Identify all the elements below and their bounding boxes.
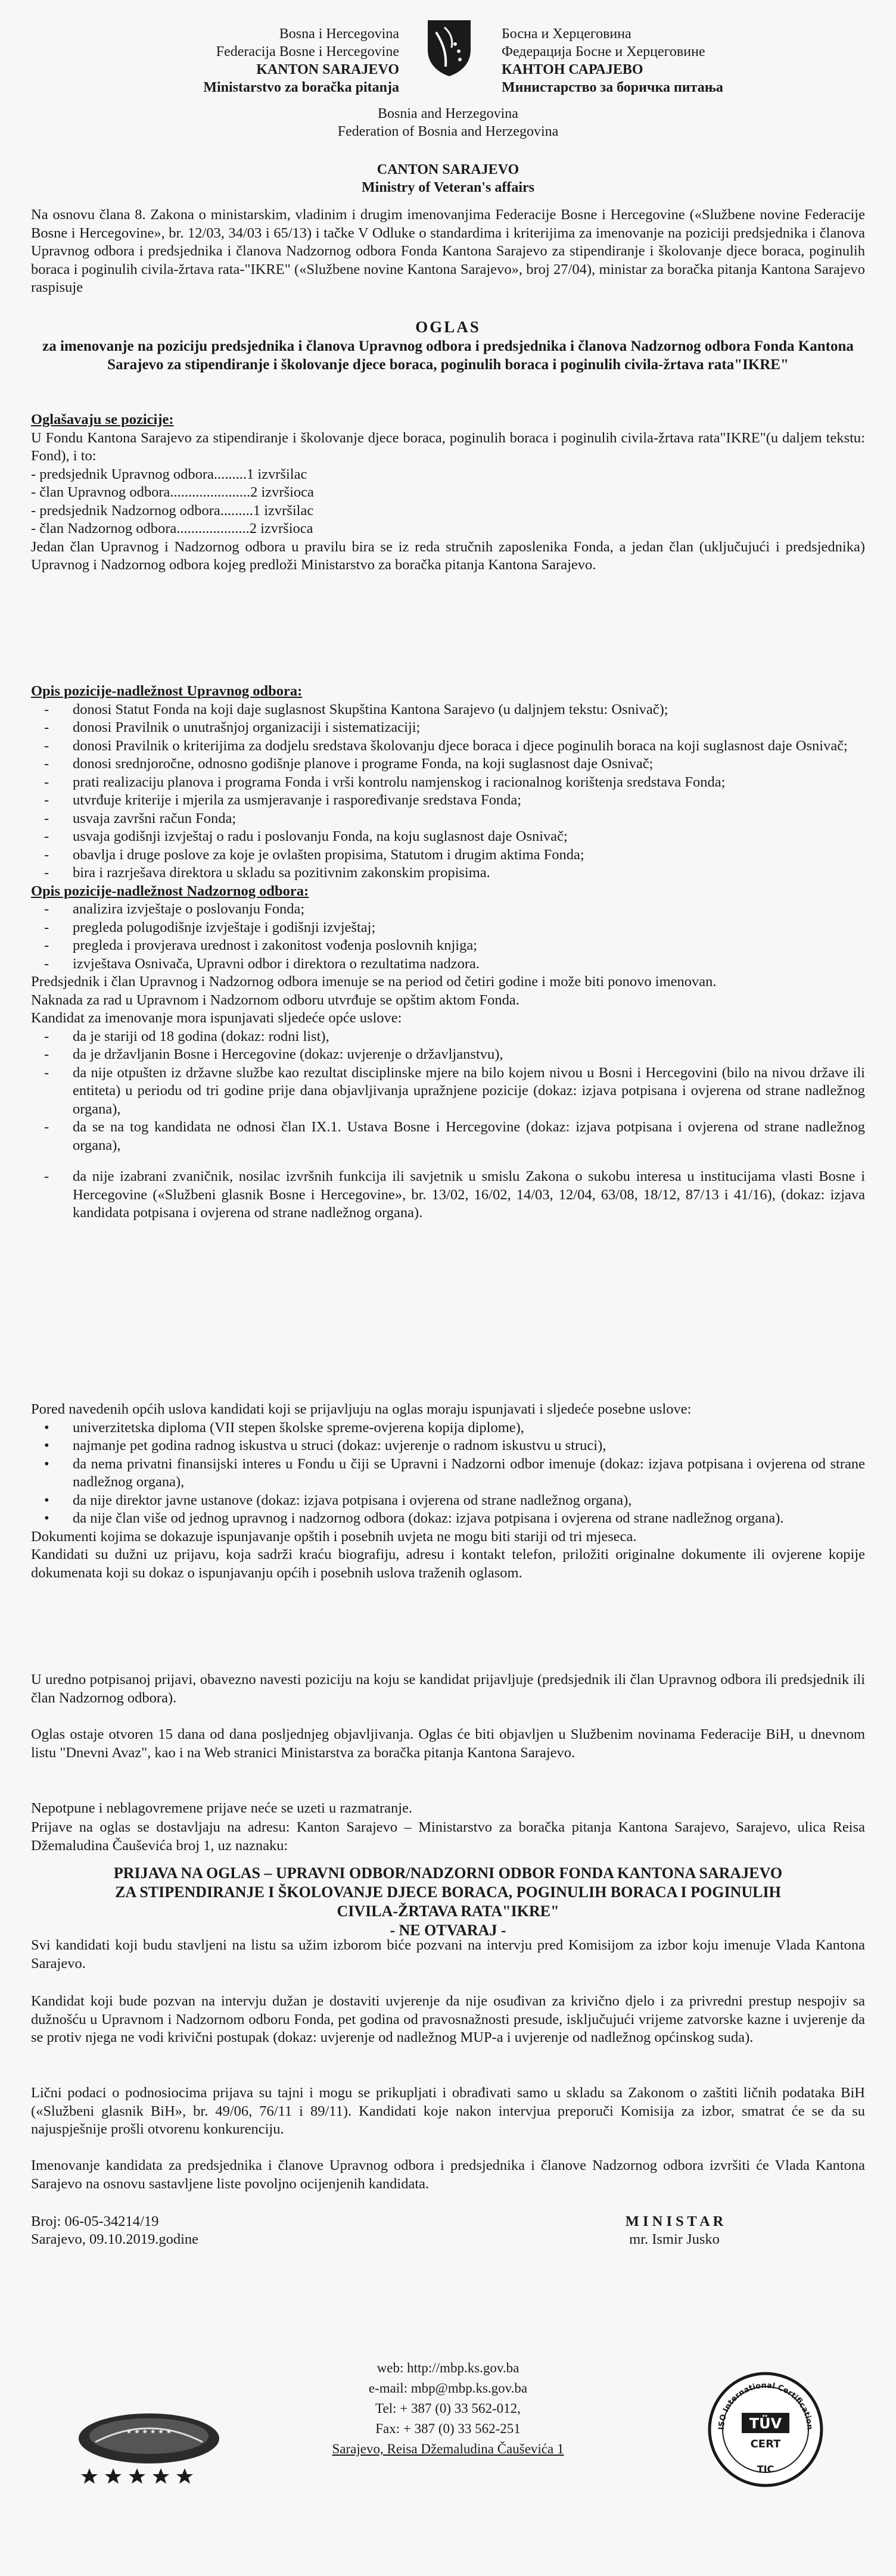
list-item: - usvaja godišnji izvještaj o radu i poslovanju Fonda, na koju suglasnost daje Osnivač; xyxy=(31,828,865,846)
notice-subtitle: za imenovanje na poziciju predsjednika i članova Upravnog odbora i predsjednika i članova Nadzornog odbora Fonda Kantona Sarajevo za stipendiranje i školovanje djece boraca, poginulih boraca i poginulih civila-žrtava rata"IKRE" xyxy=(42,338,854,373)
positions-text: U Fondu Kantona Sarajevo za stipendiranje i školovanje djece boraca, poginulih boraca i poginulih civila-žrtava rata"IKRE"(u daljem tekstu: Fond), i to: xyxy=(31,429,865,464)
header-en-line4: Ministry of Veteran's affairs xyxy=(362,180,534,195)
positions-note: Jedan član Upravnog i Nadzornog odbora u pravilu bira se iz reda stručnih zaposlenika Fonda, a jedan član (uključujući i predsjednika) Upravnog i Nadzornog odbora kojeg predloži Ministarstvo za boračka pitanja Kantona Sarajevo. xyxy=(31,538,865,573)
upravni-heading: Opis pozicije-nadležnost Upravnog odbora: xyxy=(31,683,303,699)
incomplete-paragraph: Nepotpune i neblagovremene prijave neće se uzeti u razmatranje. xyxy=(31,1800,413,1816)
list-item: - pregleda polugodišnje izvještaje i godišnji izvještaj; xyxy=(31,919,865,937)
header-left xyxy=(113,25,399,96)
candidates-text: Kandidati su dužni uz prijavu, koja sadrži kraću biografiju, adresu i kontakt telefon, priložiti originalne dokumente ili ovjerene kopije dokumenata koji su dokaz o ispunjavanju općih i posebnih uslova traženih oglasom. xyxy=(31,1546,865,1581)
document-number: Broj: 06-05-34214/19 xyxy=(31,2213,159,2229)
list-item: - donosi Pravilnik o unutrašnjoj organizaciji i sistematizaciji; xyxy=(31,719,865,737)
header-right-line1: Босна и Херцеговина xyxy=(502,26,631,42)
documents-text: Dokumenti kojima se dokazuje ispunjavanje opštih i posebnih uvjeta ne mogu biti stariji od tri mjeseca. xyxy=(31,1528,637,1545)
header-en-line1: Bosnia and Herzegovina xyxy=(378,106,518,121)
appointment-paragraph: Imenovanje kandidata za predsjednika i članove Upravnog odbora i predsjednika i članove Nadzornog odbora izvršiti će Vlada Kantona Sarajevo na osnovu sastavljene liste povoljno ocijenjenih kandidata. xyxy=(31,2157,865,2192)
list-item: - donosi Statut Fonda na koji daje suglasnost Skupština Kantona Sarajevo (u daljnjem tekstu: Osnivač); xyxy=(31,701,865,719)
upravni-list xyxy=(31,701,865,882)
address-paragraph: Prijave na oglas se dostavljaju na adresu: Kanton Sarajevo – Ministarstvo za boračka pitanja Kantona Sarajevo, Sarajevo, ulica Reisa Džemaludina Čauševića broj 1, uz naznaku: xyxy=(31,1819,865,1854)
positions-section xyxy=(31,411,865,575)
general-conditions-list xyxy=(31,1028,865,1222)
list-item: - pregleda i provjerava urednost i zakonitost vođenja poslovnih knjiga; xyxy=(31,937,865,955)
list-item: - da nije otpušten iz državne službe kao rezultat disciplinske mjere na bilo kojem nivou u Bosni i Hercegovini (bilo na nivou države ili entiteta) u periodu od tri godine prije dana objavljivanja upražnjene pozicije (dokaz: izjava potpisana i ovjerena od strane nadležnog organa), xyxy=(31,1064,865,1119)
position-item: - član Nadzornog odbora....................2 izvršioca xyxy=(31,520,313,537)
list-item: • univerzitetska diploma (VII stepen školske spreme-ovjerena kopija diplome), xyxy=(31,1419,865,1437)
header-right xyxy=(502,25,811,96)
iso-certification-icon xyxy=(706,2370,825,2489)
envelope-line4: - NE OTVARAJ - xyxy=(390,1922,506,1939)
envelope-line3: CIVILA-ŽRTAVA RATA"IKRE" xyxy=(337,1903,559,1920)
position-paragraph: U uredno potpisanoj prijavi, obavezno navesti poziciju na koju se kandidat prijavljuje (predsjednik ili član Upravnog odbora ili predsjednik ili član Nadzornog odbora). xyxy=(31,1671,865,1706)
header-right-line2: Федерација Босне и Херцеговине xyxy=(502,44,705,60)
interview-paragraph: Svi kandidati koji budu stavljeni na listu sa užim izborom biće pozvani na intervju pred Komisijom za izbor koju imenuje Vlada Kantona Sarajevo. xyxy=(31,1937,865,1972)
coat-of-arms-icon xyxy=(424,18,474,77)
header-canton xyxy=(0,161,896,197)
header-left-line3: KANTON SARAJEVO xyxy=(256,62,399,77)
criminal-paragraph: Kandidat koji bude pozvan na intervju dužan je dostaviti uvjerenje da nije osuđivan za krivično djelo i za privredni prestup nespojiv sa dužnošću u Upravnom i Nadzornom odboru Fonda, pet godina od pravosnažnosti presude, isključujući vrijeme zatvorske kazne i uvjerenje da se protiv njega ne vodi krivični postupak (dokaz: uvjerenje od nadležnog MUP-a i uvjerenje od nadležnog općinskog suda). xyxy=(31,1993,865,2045)
nadzorni-list xyxy=(31,900,865,973)
minister-name: mr. Ismir Jusko xyxy=(629,2231,720,2247)
list-item: - da je državljanin Bosne i Hercegovine (dokaz: uvjerenje o državljanstvu), xyxy=(31,1046,865,1064)
header-right-line4: Министарство за боричка питања xyxy=(502,80,723,95)
envelope-line2: ZA STIPENDIRANJE I ŠKOLOVANJE DJECE BORACA, POGINULIH BORACA I POGINULIH xyxy=(115,1883,781,1901)
minister-title: M I N I S T A R xyxy=(625,2213,724,2229)
envelope-line1: PRIJAVA NA OGLAS – UPRAVNI ODBOR/NADZORNI ODBOR FONDA KANTONA SARAJEVO xyxy=(113,1864,783,1882)
position-item: - predsjednik Nadzornog odbora.........1 izvršilac xyxy=(31,502,314,519)
header-english xyxy=(0,105,896,141)
general-conditions-heading: Kandidat za imenovanje mora ispunjavati sljedeće opće uslove: xyxy=(31,1010,402,1026)
list-item: - da nije izabrani zvaničnik, nosilac izvršnih funkcija ili savjetnik u smislu Zakona o sukobu interesa u institucijama vlasti Bosne i Hercegovine («Službeni glasnik Bosne i Hercegovine», br. 13/02, 16/02, 14/03, 12/04, 63/08, 18/12, 87/13 i 41/16), (dokaz: izjava kandidata potpisana i ovjerena od strane nadležnog organa). xyxy=(31,1168,865,1222)
web-link[interactable]: web: http://mbp.ks.gov.ba xyxy=(377,2360,519,2375)
place-date: Sarajevo, 09.10.2019.godine xyxy=(31,2231,199,2247)
list-item: • da nema privatni finansijski interes u Fondu u čiji se Upravni i Nadzorni odbor imenuje (dokaz: izjava potpisana i ovjerena od strane nadležnog organa), xyxy=(31,1455,865,1492)
list-item: - bira i razrješava direktora u skladu sa pozitivnim zakonskim propisima. xyxy=(31,864,865,882)
list-item: - donosi Pravilnik o kriterijima za dodjelu sredstava školovanju djece boraca i djece poginulih boraca na koji suglasnost daje Osnivač; xyxy=(31,737,865,756)
header-en-line2: Federation of Bosnia and Herzegovina xyxy=(337,124,559,139)
header-left-line4: Ministarstvo za boračka pitanja xyxy=(203,80,399,95)
svg-text:ISO International Certificatio: ISO International Certification xyxy=(717,2381,814,2430)
positions-heading: Oglašavaju se pozicije: xyxy=(31,411,174,428)
list-item: - analizira izvještaje o poslovanju Fonda; xyxy=(31,900,865,919)
intro-paragraph: Na osnovu člana 8. Zakona o ministarskim, vladinim i drugim imenovanjima Federacije Bosne i Hercegovine («Službene novine Federacije Bosne i Hercegovine», br. 12/03, 34/03 i 65/13) i tačke V Odluke o standardima i kriterijima za imenovanje na poziciji predsjednika i članova Upravnog odbora i predsjednika i članova Nadzornog odbora Fonda Kantona Sarajevo za stipendiranje i školovanje djece boraca, poginulih boraca i poginulih civila-žrtava rata-"IKRE" («Službene novine Kantona Sarajevo», broj 27/04), ministar za boračka pitanja Kantona Sarajevo raspisuje xyxy=(31,207,865,295)
svg-text:TIC: TIC xyxy=(757,2463,774,2475)
header-left-line2: Federacija Bosne i Hercegovine xyxy=(216,44,399,60)
upravni-section xyxy=(31,682,865,1222)
list-item: - utvrđuje kriterije i mjerila za usmjeravanje i raspoređivanje sredstava Fonda; xyxy=(31,791,865,810)
list-item: - prati realizaciju planova i programa Fonda i vrši kontrolu namjenskog i racionalnog korištenja sredstava Fonda; xyxy=(31,774,865,792)
special-heading: Pored navedenih općih uslova kandidati koji se prijavljuju na oglas moraju ispunjavati i sljedeće posebne uslove: xyxy=(31,1401,692,1417)
position-item: - predsjednik Upravnog odbora.........1 izvršilac xyxy=(31,466,307,482)
svg-text:CERT: CERT xyxy=(750,2438,781,2450)
header-left-line1: Bosna i Hercegovina xyxy=(279,26,399,42)
email-link[interactable]: e-mail: mbp@mbp.ks.gov.ba xyxy=(368,2381,528,2396)
list-item: - da je stariji od 18 godina (dokaz: rodni list), xyxy=(31,1028,865,1046)
list-item: • da nije direktor javne ustanove (dokaz: izjava potpisana i ovjerena od strane nadležnog organa), xyxy=(31,1492,865,1510)
mandate-text: Predsjednik i član Upravnog i Nadzornog odbora imenuje se na period od četiri godine i može biti ponovo imenovan. xyxy=(31,974,717,990)
open-paragraph: Oglas ostaje otvoren 15 dana od dana posljednjeg objavljivanja. Oglas će biti objavljen u Službenim novinama Federacije BiH, u dnevnom listu "Dnevni Avaz", kao i na Web stranici Ministarstva za boračka pitanja Kantona Sarajevo. xyxy=(31,1726,865,1761)
header-en-line3: CANTON SARAJEVO xyxy=(377,162,519,177)
list-item: - donosi srednjoročne, odnosno godišnje planove i programe Fonda, na koji suglasnost daje Osnivač; xyxy=(31,755,865,774)
special-section xyxy=(31,1401,865,1582)
fee-text: Naknada za rad u Upravnom i Nadzornom odboru utvrđuje se opštim aktom Fonda. xyxy=(31,991,519,1008)
envelope-label xyxy=(31,1864,865,1940)
privacy-paragraph: Lični podaci o podnosiocima prijava su tajni i mogu se prikupljati i obrađivati samo u skladu sa Zakonom o zaštiti ličnih podataka BiH («Službeni glasnik BiH», br. 49/06, 76/11 i 89/11). Kandidati koje nakon intervjua preporuči Komisija za izbor, smatrat će se da su najuspješnije prošli otvorenu konkurenciju. xyxy=(31,2085,865,2137)
list-item: - da se na tog kandidata ne odnosi član IX.1. Ustava Bosne i Hercegovine (dokaz: izjava potpisana i ovjerena od strane nadležnog organa), xyxy=(31,1118,865,1155)
svg-text:★ ★ ★ ★ ★ ★: ★ ★ ★ ★ ★ ★ xyxy=(126,2428,172,2435)
list-item: - izvještava Osnivača, Upravni odbor i direktora o rezultatima nadzora. xyxy=(31,955,865,974)
list-item: - obavlja i druge poslove za koje je ovlašten propisima, Statutom i drugim aktima Fonda; xyxy=(31,846,865,865)
notice-title: OGLAS xyxy=(415,318,481,336)
svg-text:TÜV: TÜV xyxy=(749,2415,782,2432)
nadzorni-heading: Opis pozicije-nadležnost Nadzornog odbora: xyxy=(31,882,309,899)
list-item: - usvaja završni račun Fonda; xyxy=(31,810,865,828)
header-right-line3: КАНТОН САРАЈЕВО xyxy=(502,62,643,77)
fax: Fax: + 387 (0) 33 562-251 xyxy=(375,2421,521,2436)
phone: Tel: + 387 (0) 33 562-012, xyxy=(375,2401,521,2416)
special-list xyxy=(31,1419,865,1528)
office-address: Sarajevo, Reisa Džemaludina Čauševića 1 xyxy=(332,2441,564,2456)
list-item: • da nije član više od jednog upravnog i nadzornog odbora (dokaz: izjava potpisana i ovjerena od strane nadležnog organa). xyxy=(31,1510,865,1528)
position-item: - član Upravnog odbora......................2 izvršioca xyxy=(31,484,314,500)
list-item: • najmanje pet godina radnog iskustva u struci (dokaz: uvjerenje o radnom iskustvu u struci), xyxy=(31,1437,865,1455)
